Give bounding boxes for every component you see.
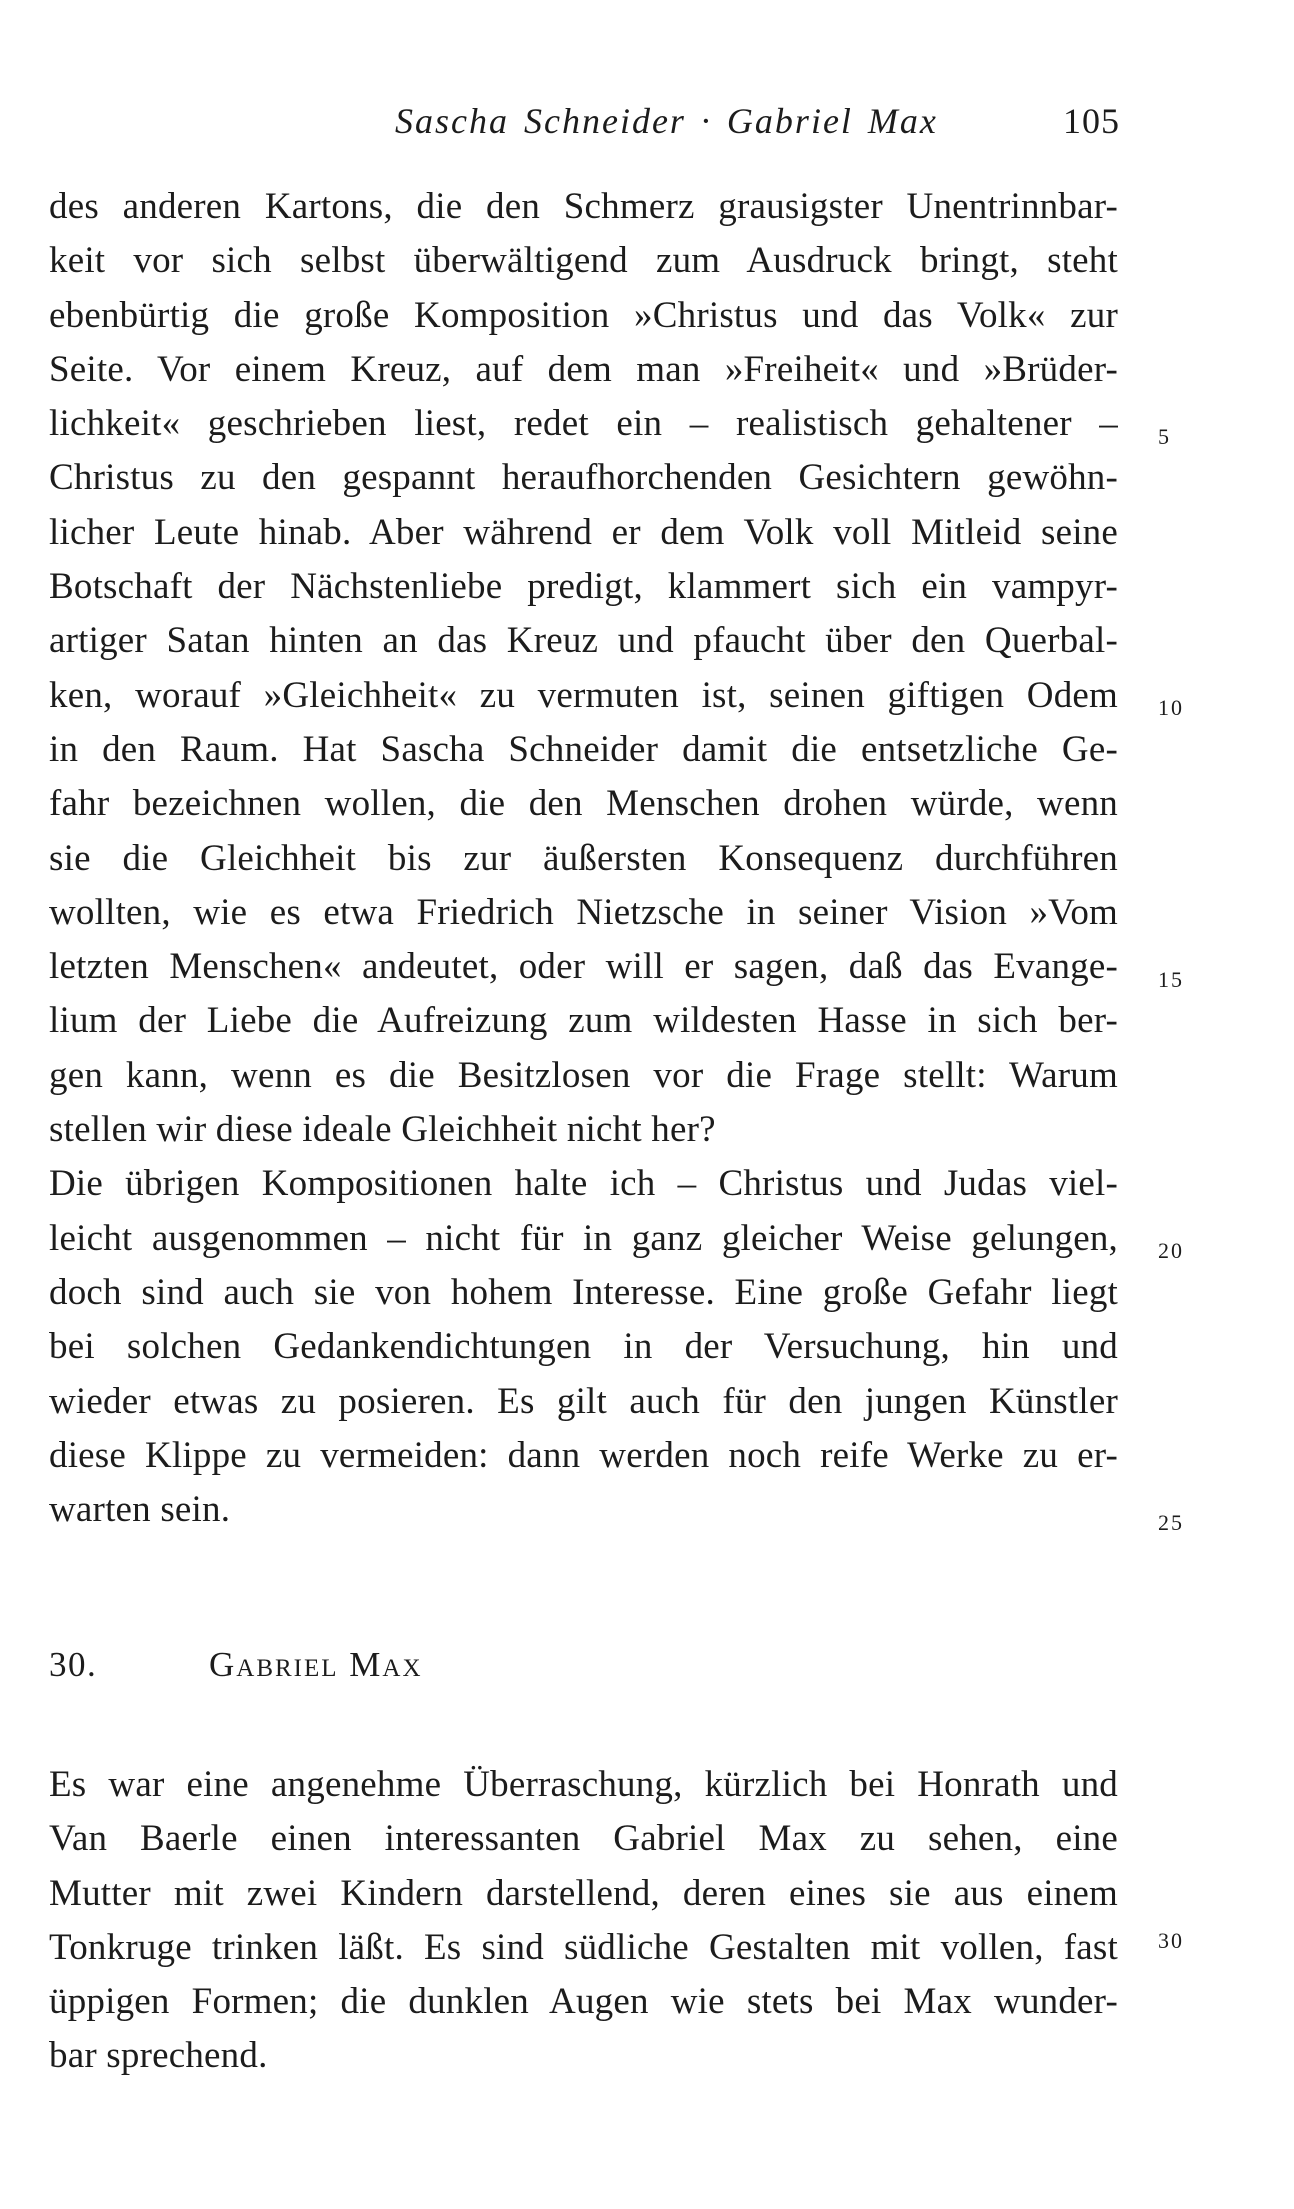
text-line: des anderen Kartons, die den Schmerz grausigster Unentrinnbar- <box>49 186 1118 227</box>
text-line: leicht ausgenommen – nicht für in ganz gleicher Weise gelungen, <box>49 1217 1118 1259</box>
text-line: bar sprechend. <box>49 2035 268 2077</box>
text-line: artiger Satan hinten an das Kreuz und pfaucht über den Querbal- <box>49 620 1118 662</box>
text-line: üppigen Formen; die dunklen Augen wie stets bei Max wunder- <box>49 1981 1118 2023</box>
line-number-15: 15 <box>1158 967 1184 992</box>
text-line: wollten, wie es etwa Friedrich Nietzsche in seiner Vision »Vom <box>49 891 1118 933</box>
text-line: Christus zu den gespannt heraufhorchenden Gesichtern gewöhn- <box>49 457 1118 499</box>
line-number-10: 10 <box>1158 695 1184 720</box>
text-line: Mutter mit zwei Kindern darstellend, deren eines sie aus einem <box>49 1872 1118 1914</box>
text-line: licher Leute hinab. Aber während er dem Volk voll Mitleid seine <box>49 511 1118 553</box>
line-number-25: 25 <box>1158 1510 1184 1535</box>
text-line: diese Klippe zu vermeiden: dann werden noch reife Werke zu er- <box>49 1434 1118 1476</box>
section-number: 30. <box>49 1645 98 1684</box>
text-line: Seite. Vor einem Kreuz, auf dem man »Freiheit« und »Brüder- <box>49 348 1118 390</box>
text-line: wieder etwas zu posieren. Es gilt auch für den jungen Künstler <box>49 1380 1118 1422</box>
paragraph-gabriel-max <box>49 1758 1118 2084</box>
page-number: 105 <box>1063 101 1120 141</box>
paragraph-sascha-schneider <box>49 180 1118 1537</box>
text-line: gen kann, wenn es die Besitzlosen vor die Frage stellt: Warum <box>49 1054 1118 1096</box>
text-line: sie die Gleichheit bis zur äußersten Konsequenz durchführen <box>49 837 1118 879</box>
text-line: bei solchen Gedankendichtungen in der Versuchung, hin und <box>49 1326 1118 1368</box>
section-heading <box>49 1645 423 1685</box>
text-line: Es war eine angenehme Überraschung, kürzlich bei Honrath und <box>49 1764 1118 1805</box>
running-head: Sascha Schneider · Gabriel Max <box>395 101 938 141</box>
line-number-30: 30 <box>1158 1928 1184 1953</box>
text-line: lium der Liebe die Aufreizung zum wildesten Hasse in sich ber- <box>49 1000 1118 1042</box>
text-line: letzten Menschen« andeutet, oder will er sagen, daß das Evange- <box>49 946 1118 988</box>
text-line: ebenbürtig die große Komposition »Christus und das Volk« zur <box>49 294 1118 336</box>
text-line: Van Baerle einen interessanten Gabriel Max zu sehen, eine <box>49 1818 1118 1860</box>
text-line: doch sind auch sie von hohem Interesse. Eine große Gefahr liegt <box>49 1271 1118 1313</box>
text-line: in den Raum. Hat Sascha Schneider damit die entsetzliche Ge- <box>49 728 1118 770</box>
text-line: Tonkruge trinken läßt. Es sind südliche Gestalten mit vollen, fast <box>49 1926 1118 1968</box>
text-line: fahr bezeichnen wollen, die den Menschen drohen würde, wenn <box>49 783 1118 825</box>
line-number-20: 20 <box>1158 1238 1184 1263</box>
text-line: Botschaft der Nächstenliebe predigt, klammert sich ein vampyr- <box>49 566 1118 608</box>
section-title: Gabriel Max <box>209 1645 423 1684</box>
text-line: keit vor sich selbst überwältigend zum Ausdruck bringt, steht <box>49 240 1118 282</box>
text-line: lichkeit« geschrieben liest, redet ein – realistisch gehaltener – <box>49 403 1118 445</box>
text-line: Die übrigen Kompositionen halte ich – Christus und Judas viel- <box>49 1163 1118 1205</box>
text-line: warten sein. <box>49 1489 231 1531</box>
line-number-5: 5 <box>1158 424 1171 449</box>
text-line: ken, worauf »Gleichheit« zu vermuten ist, seinen giftigen Odem <box>49 674 1118 716</box>
text-line: stellen wir diese ideale Gleichheit nicht her? <box>49 1109 716 1151</box>
